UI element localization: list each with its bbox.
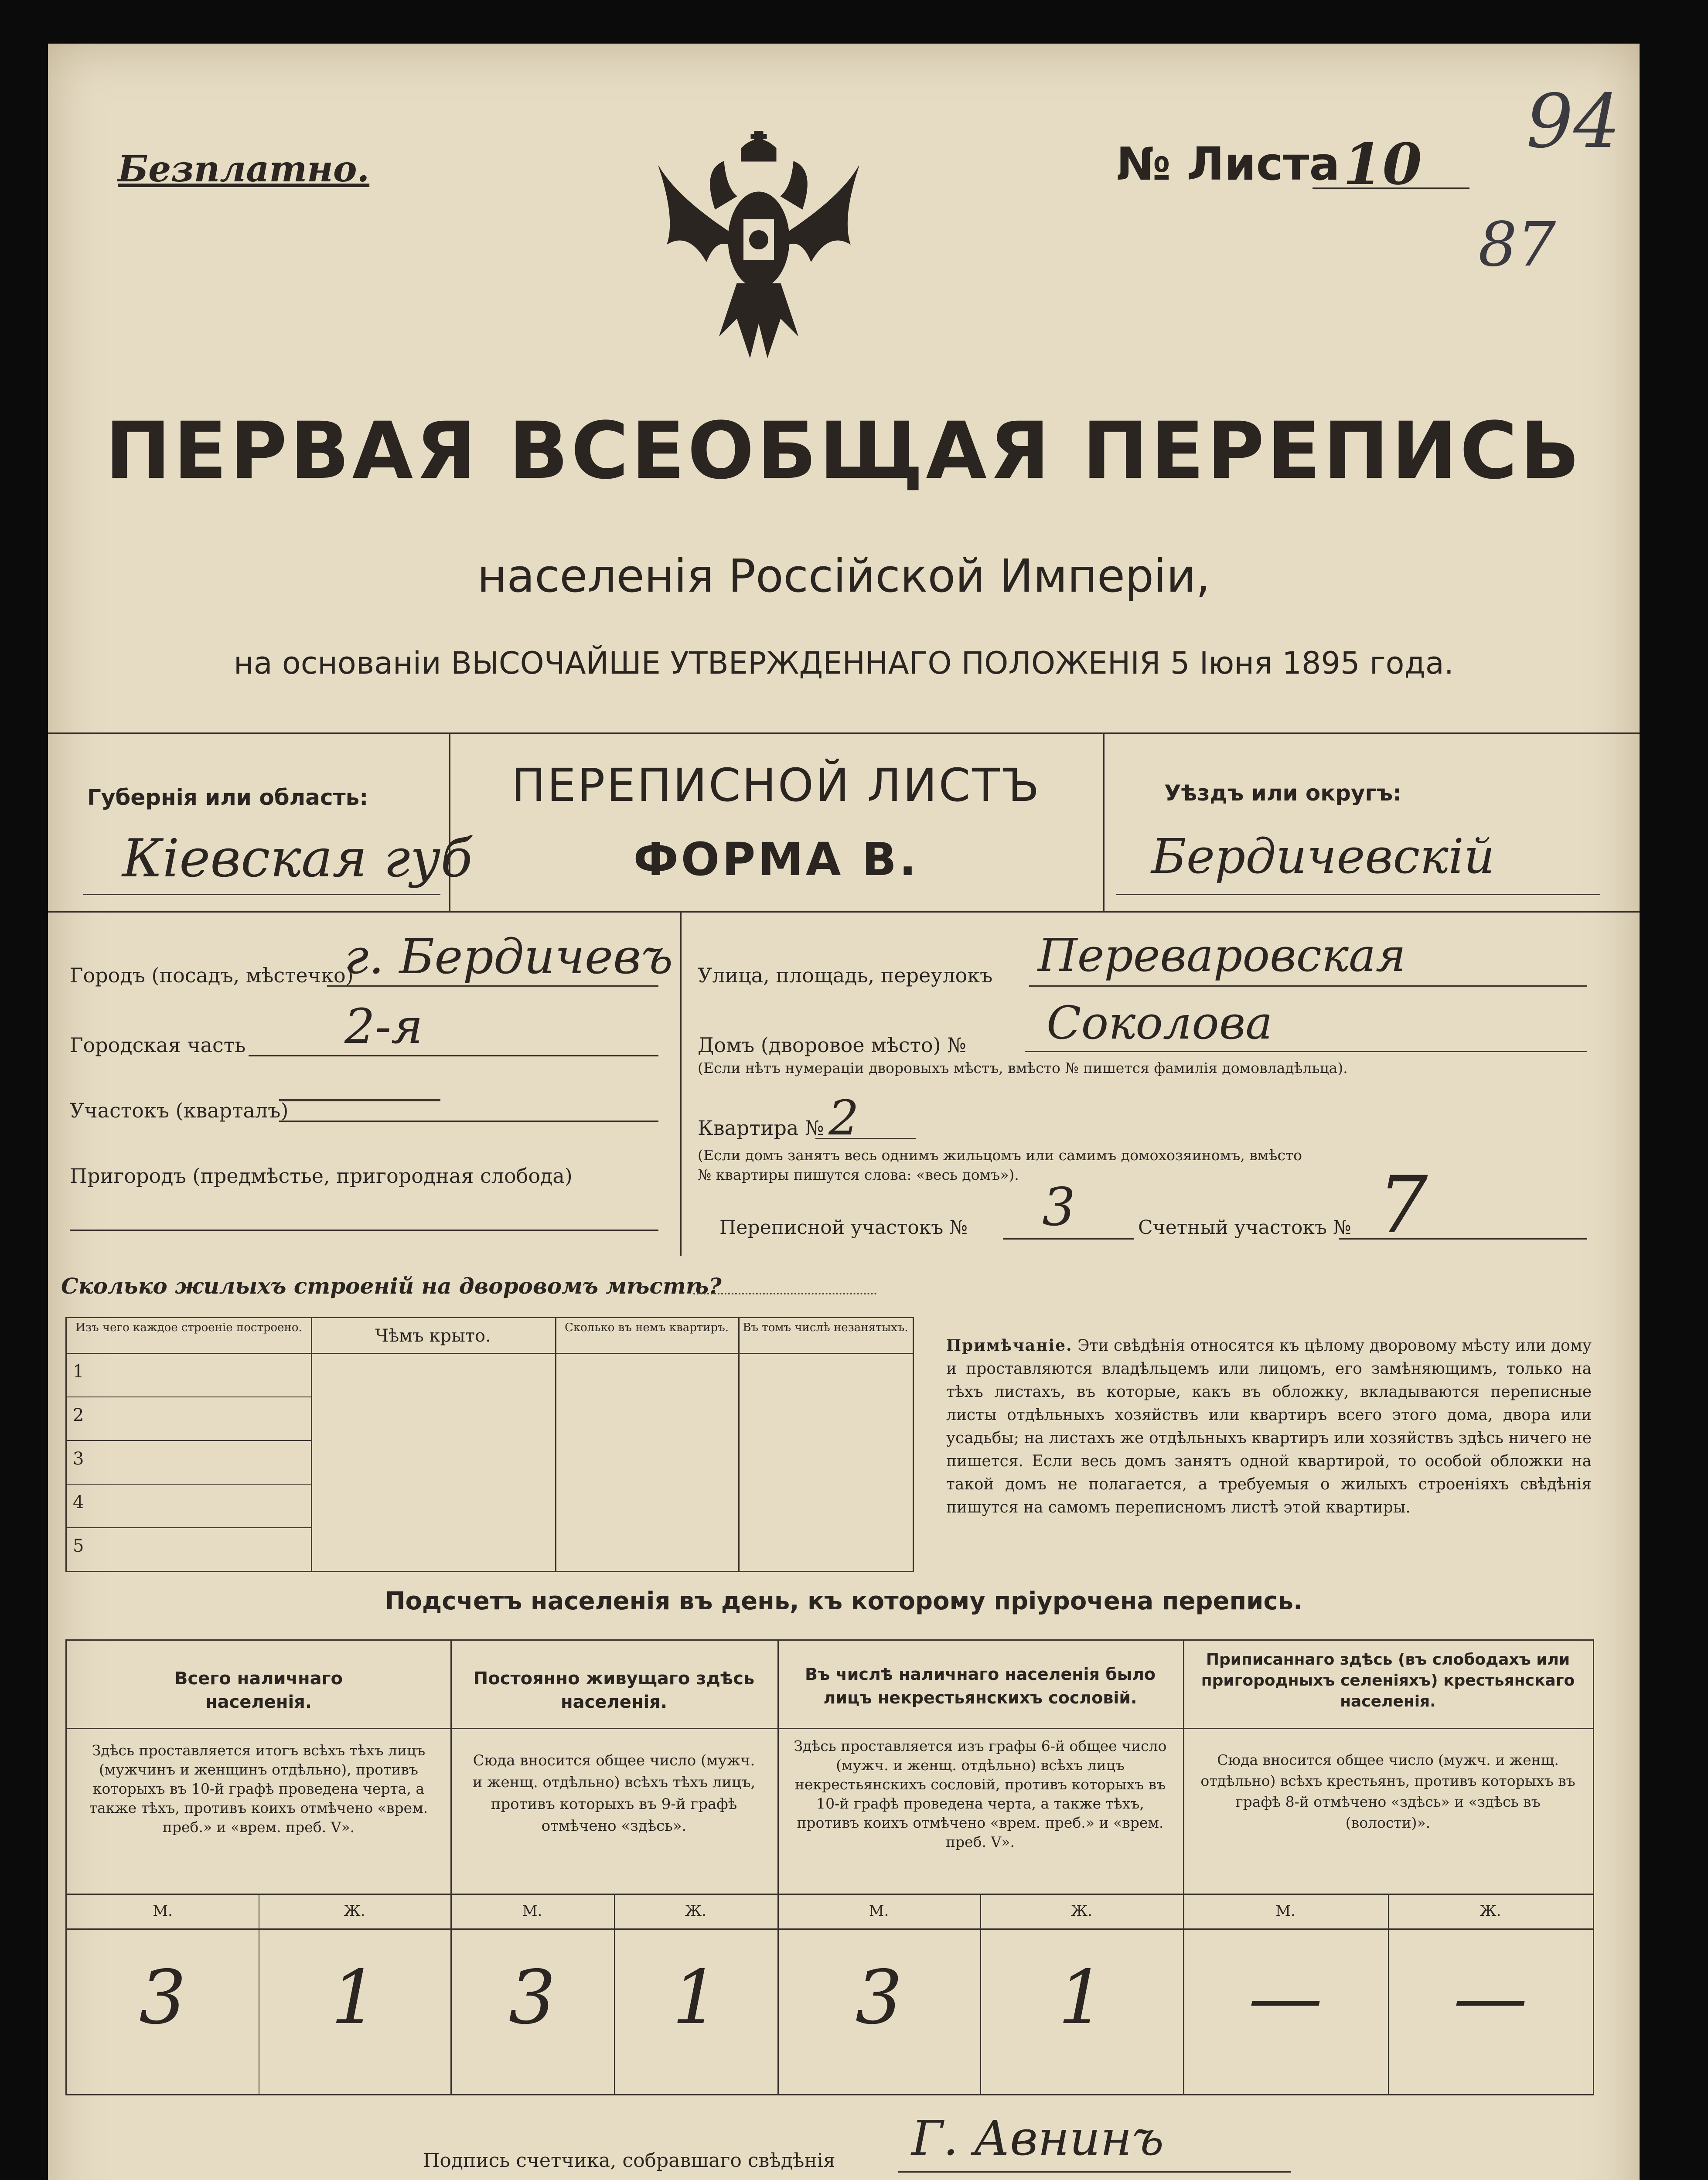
buildings-col-roof: Чѣмъ крыто.	[375, 1326, 491, 1346]
signature-label: Подпись счетчика, собравшаго свѣдѣнія	[423, 2149, 835, 2172]
note-block	[946, 1334, 1592, 1519]
census-area-label: Переписной участокъ №	[719, 1216, 968, 1239]
count-col-1-female: 1	[331, 1955, 378, 2041]
city-part-label: Городская часть	[70, 1033, 246, 1057]
count-col-3-m-label: М.	[869, 1902, 889, 1920]
sheet-number-label: № Листа	[1116, 137, 1340, 191]
apartment-value: 2	[828, 1090, 859, 1146]
legal-basis: на основаніи ВЫСОЧАЙШЕ УТВЕРЖДЕННАГО ПОЛОЖЕНІЯ 5 Іюня 1895 года.	[234, 645, 1454, 681]
count-col-1-head: Всего наличнаго населенія.	[174, 1669, 343, 1712]
note-heading: Примѣчаніе.	[946, 1336, 1073, 1355]
house-note: (Если нѣтъ нумераціи дворовыхъ мѣстъ, вмѣсто № пишется фамилія домовладѣльца).	[698, 1059, 1348, 1076]
buildings-col-apartments: Сколько въ немъ квартиръ.	[564, 1321, 729, 1334]
city-label: Городъ (посадъ, мѣстечко)	[70, 964, 354, 987]
sheet-number-value: 10	[1343, 131, 1422, 198]
count-col-4-head: Приписаннаго здѣсь (въ слободахъ или пригородныхъ селеніяхъ) крестьянскаго населенія.	[1201, 1651, 1575, 1710]
count-col-3-male: 3	[855, 1955, 903, 2041]
form-name: ФОРМА В.	[633, 833, 919, 886]
buildings-row-4: 4	[73, 1492, 84, 1512]
population-count-title: Подсчетъ населенія въ день, къ которому пріурочена перепись.	[385, 1587, 1303, 1615]
apartment-note-1: (Если домъ занятъ весь однимъ жильцомъ или самимъ домохозяиномъ, вмѣсто	[698, 1147, 1302, 1164]
document-title: ПЕРВАЯ ВСЕОБЩАЯ ПЕРЕПИСЬ	[105, 405, 1583, 497]
buildings-table	[65, 1317, 914, 1572]
suburb-label: Пригородъ (предмѣстье, пригородная слобода)	[70, 1164, 573, 1188]
count-col-4-f-label: Ж.	[1480, 1902, 1501, 1920]
count-col-2-m-label: М.	[522, 1902, 542, 1920]
uezd-value: Бердичевскій	[1151, 828, 1495, 884]
count-col-1-m-label: М.	[153, 1902, 173, 1920]
count-col-4-female: —	[1453, 1955, 1527, 2041]
buildings-col-material: Изъ чего каждое строеніе построено.	[75, 1321, 302, 1334]
street-label: Улица, площадь, переулокъ	[698, 964, 993, 987]
count-col-4-m-label: М.	[1275, 1902, 1295, 1920]
house-value: Соколова	[1047, 996, 1273, 1049]
house-label: Домъ (дворовое мѣсто) №	[698, 1033, 966, 1057]
count-col-1-male: 3	[139, 1955, 187, 2041]
count-col-2-desc: Сюда вносится общее число (мужч. и женщ. отдѣльно) всѣхъ тѣхъ лицъ, противъ которыхъ въ 9-й графѣ отмѣчено «здѣсь».	[472, 1752, 756, 1835]
count-col-2-female: 1	[672, 1955, 719, 2041]
city-part-value: 2-я	[344, 998, 423, 1054]
imperial-eagle-emblem	[650, 131, 868, 375]
count-col-1-f-label: Ж.	[344, 1902, 365, 1920]
count-area-value: 7	[1378, 1160, 1428, 1251]
buildings-row-1: 1	[73, 1362, 84, 1382]
count-col-3-f-label: Ж.	[1070, 1902, 1092, 1920]
enumerator-signature: Г. Авнинъ	[911, 2110, 1164, 2166]
precinct-label: Участокъ (кварталъ)	[70, 1099, 289, 1122]
document-subtitle: населенія Россійской Имперіи,	[477, 549, 1210, 603]
count-col-4-male: —	[1248, 1955, 1323, 2041]
count-col-3-head: Въ числѣ наличнаго населенія было лицъ некрестьянскихъ сословій.	[805, 1665, 1156, 1707]
free-label: Безплатно.	[118, 148, 370, 190]
census-area-value: 3	[1042, 1177, 1076, 1238]
note-text: Эти свѣдѣнія относятся къ цѣлому дворовому мѣсту или дому и проставляются владѣльцемъ или лицомъ, его замѣняющимъ, только на тѣхъ листахъ, въ которые, какъ въ обложку, вкладываются переписные листы отдѣльныхъ хозяйствъ или квартиръ всего этого дома, двора или усадьбы; на листахъ же отдѣльныхъ квартиръ или хозяйствъ здѣсь ничего не пишется. Если весь домъ занятъ одной квартирой, то особой обложки на такой домъ не полагается, а требуемыя о жилыхъ строеніяхъ свѣдѣнія пишутся на самомъ переписномъ листѣ этой квартиры.	[946, 1337, 1592, 1516]
count-col-4-desc: Сюда вносится общее число (мужч. и женщ. отдѣльно) всѣхъ крестьянъ, противъ которыхъ въ графѣ 8-й отмѣчено «здѣсь» и «здѣсь въ (волости)».	[1200, 1751, 1575, 1831]
population-count-table	[65, 1639, 1594, 2095]
count-area-label: Счетный участокъ №	[1138, 1216, 1351, 1239]
archive-number-2: 87	[1478, 209, 1556, 280]
gubernia-label: Губернія или область:	[87, 785, 368, 810]
buildings-row-2: 2	[73, 1405, 84, 1425]
count-col-3-female: 1	[1058, 1955, 1105, 2041]
buildings-row-5: 5	[73, 1536, 84, 1556]
apartment-note-2: № квартиры пишутся слова: «весь домъ»).	[698, 1166, 1019, 1183]
gubernia-value: Кіевская губ	[122, 828, 473, 889]
count-col-1-desc: Здѣсь проставляется итогъ всѣхъ тѣхъ лицъ (мужчинъ и женщинъ отдѣльно), противъ которыхъ въ 10-й графѣ проведена черта, а также тѣхъ, противъ коихъ отмѣчено «врем. преб.» и «врем. преб. V».	[89, 1742, 428, 1836]
buildings-col-vacant: Въ томъ числѣ незанятыхъ.	[743, 1321, 908, 1334]
city-value: г. Бердичевъ	[344, 929, 673, 984]
uezd-label: Уѣздъ или округъ:	[1164, 780, 1402, 806]
census-sheet	[48, 44, 1640, 2180]
buildings-row-3: 3	[73, 1449, 84, 1469]
sheet-title: ПЕРЕПИСНОЙ ЛИСТЪ	[511, 759, 1041, 812]
apartment-label: Квартира №	[698, 1116, 824, 1140]
archive-number-1: 94	[1526, 78, 1621, 165]
count-col-2-male: 3	[508, 1955, 556, 2041]
street-value: Переваровская	[1038, 929, 1406, 982]
count-col-2-head: Постоянно живущаго здѣсь населенія.	[473, 1669, 755, 1712]
count-col-3-desc: Здѣсь проставляется изъ графы 6-й общее число (мужч. и женщ. отдѣльно) всѣхъ лицъ некрестьянскихъ сословій, противъ которыхъ въ 10-й графѣ проведена черта, а также тѣхъ, противъ коихъ отмѣчено «врем. преб.» и «врем. преб. V».	[794, 1737, 1167, 1850]
buildings-question: Сколько жилыхъ строеній на дворовомъ мѣстѣ?	[61, 1273, 722, 1299]
count-col-2-f-label: Ж.	[685, 1902, 706, 1920]
